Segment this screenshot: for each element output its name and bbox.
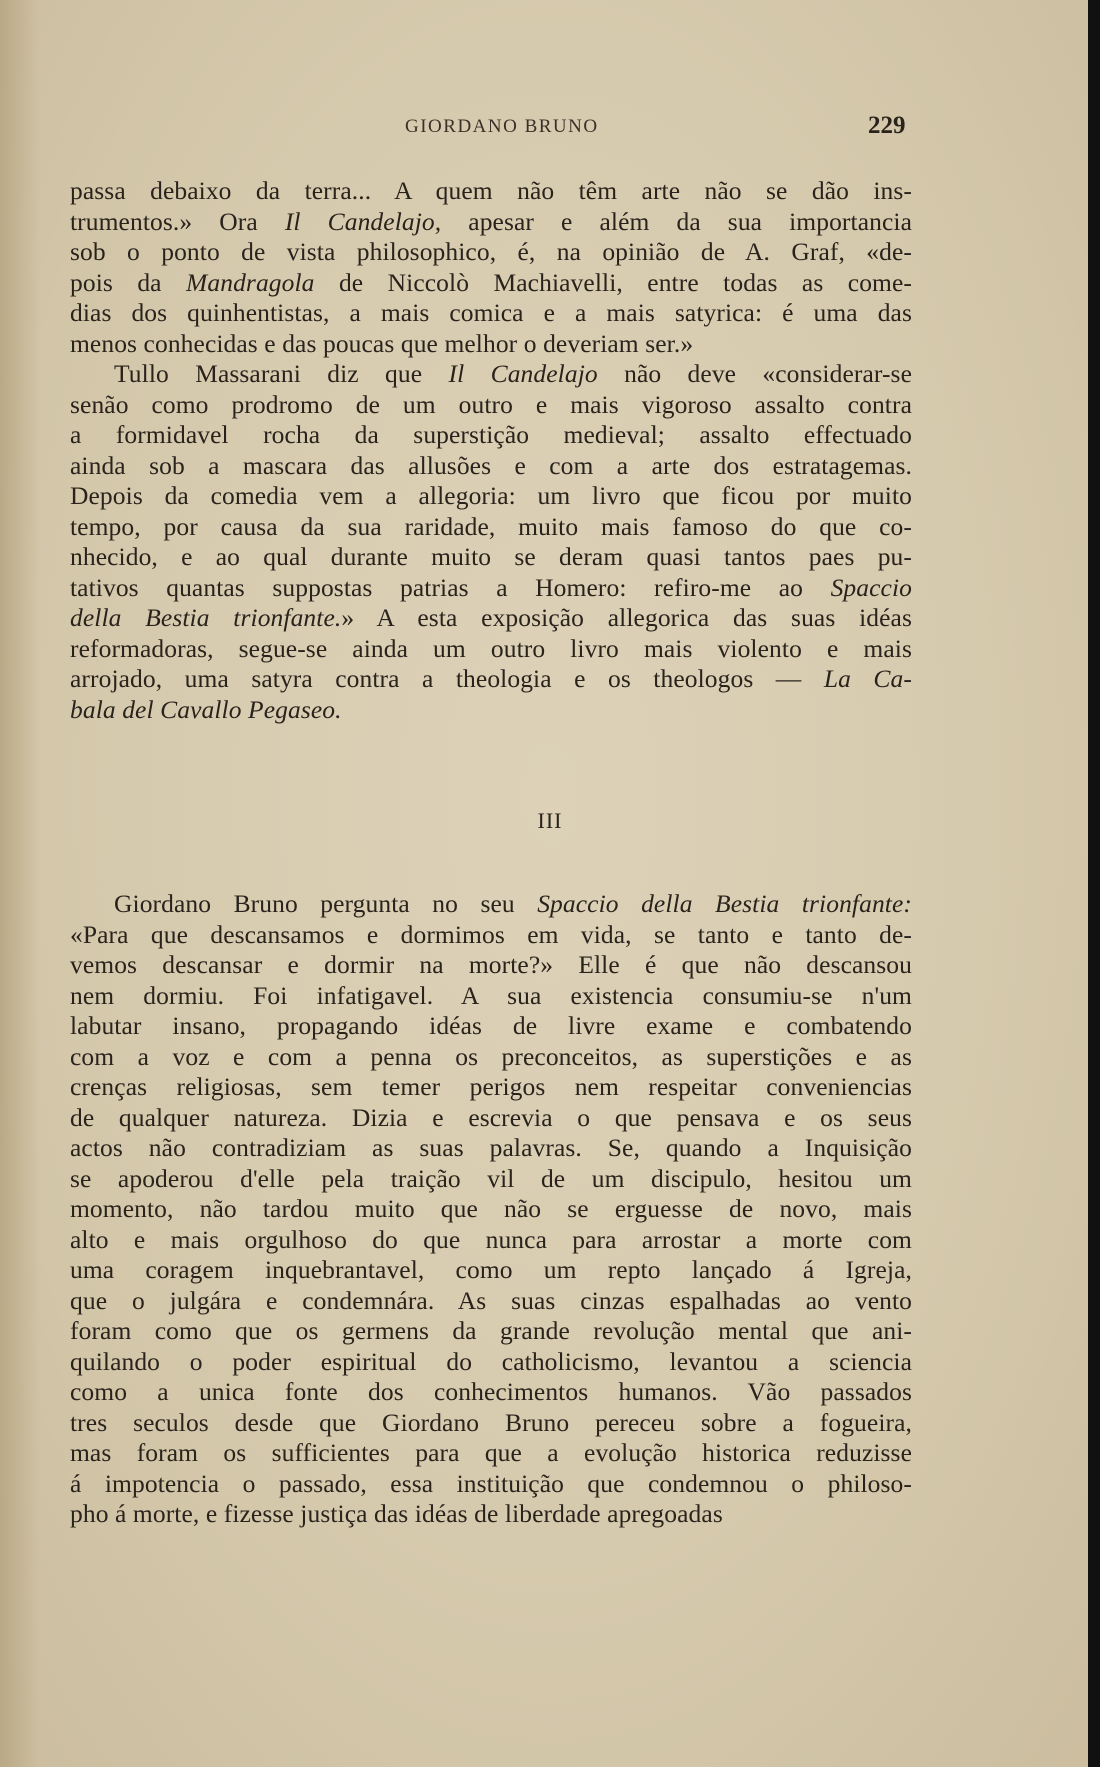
text-line — [70, 1103, 912, 1134]
text-line — [70, 1042, 912, 1073]
text-line — [70, 1347, 912, 1378]
italic-text: La Ca- — [823, 664, 912, 693]
text-line — [70, 329, 912, 360]
text-line — [70, 1438, 912, 1469]
text-run: que o julgára e condemnára. As suas cinzas espalhadas ao vento — [70, 1285, 912, 1315]
text-run: tres seculos desde que Giordano Bruno pereceu sobre a fogueira, — [70, 1407, 912, 1437]
text-run: senão como prodromo de um outro e mais vigoroso assalto contra — [70, 389, 912, 419]
text-block-top — [70, 176, 912, 725]
page-edge — [1088, 0, 1100, 1767]
text-run: actos não contradiziam as suas palavras. Se, quando a Inquisição — [70, 1133, 912, 1162]
italic-text: della Bestia trionfante. — [70, 603, 342, 632]
text-run: sob o ponto de vista philosophico, é, na opinião de A. Graf, «de- — [70, 237, 912, 266]
text-line — [70, 664, 912, 695]
text-line — [70, 237, 912, 268]
text-line — [70, 268, 912, 299]
italic-text: Il Candelajo — [448, 359, 598, 388]
text-line — [70, 176, 912, 207]
text-run: quilando o poder espiritual do catholicismo, levantou a sciencia — [70, 1346, 912, 1376]
text-run: mas foram os sufficientes para que a evolução historica reduzisse — [70, 1438, 912, 1467]
text-line — [70, 573, 912, 604]
text-run: reformadoras, segue-se ainda um outro livro mais violento e mais — [70, 633, 912, 663]
text-run: se apoderou d'elle pela traição vil de um discipulo, hesitou um — [70, 1163, 912, 1193]
section-heading: III — [537, 808, 563, 833]
text-line — [70, 1377, 912, 1408]
text-line — [70, 1164, 912, 1195]
text-run: de qualquer natureza. Dizia e escrevia o que pensava e os seus — [70, 1102, 912, 1132]
text-run: passa debaixo da terra... A quem não têm arte não se dão ins- — [70, 176, 912, 205]
paragraph-2 — [70, 359, 912, 725]
text-line — [70, 390, 912, 421]
text-line — [70, 1194, 912, 1225]
text-line — [70, 1255, 912, 1286]
text-run: «Para que descansamos e dormimos em vida, se tanto e tanto de- — [70, 919, 912, 949]
text-run: ainda sob a mascara das allusões e com a arte dos estratagemas. — [70, 450, 912, 480]
text-line — [70, 1225, 912, 1256]
text-run: Giordano Bruno pergunta no seu — [114, 889, 538, 918]
italic-text: Spaccio della Bestia trionfante: — [537, 889, 912, 918]
text-run: dias dos quinhentistas, a mais comica e a mais satyrica: é uma das — [70, 298, 912, 327]
text-run: de Niccolò Machiavelli, entre todas as come- — [314, 267, 912, 297]
text-run: menos conhecidas e das poucas que melhor o deveriam ser.» — [70, 328, 694, 358]
text-run: » A esta exposição allegorica das suas idéas — [341, 603, 912, 632]
text-run: nhecido, e ao qual durante muito se deram quasi tantos paes pu- — [70, 542, 912, 571]
text-line — [70, 1499, 912, 1530]
running-head: GIORDANO BRUNO — [405, 116, 599, 137]
text-run: pho á morte, e fizesse justiça das idéas de liberdade apregoadas — [70, 1499, 723, 1528]
text-line — [70, 1286, 912, 1317]
text-line — [70, 603, 912, 634]
spine-shadow — [0, 0, 40, 1767]
text-line — [70, 359, 912, 390]
text-run: como a unica fonte dos conhecimentos humanos. Vão passados — [70, 1377, 912, 1406]
text-run: trumentos.» Ora — [70, 206, 285, 236]
page-header — [0, 112, 1100, 146]
text-line — [70, 950, 912, 981]
text-run: Tullo Massarani diz que — [114, 359, 449, 388]
text-run: tativos quantas suppostas patrias a Homero: refiro-me ao — [70, 572, 831, 602]
text-run: vemos descansar e dormir na morte?» Elle é que não descansou — [70, 950, 912, 979]
text-run: alto e mais orgulhoso do que nunca para arrostar a morte com — [70, 1224, 912, 1254]
italic-text: Spaccio — [830, 572, 912, 602]
text-line — [70, 1011, 912, 1042]
text-run: apesar e além da sua importancia — [441, 206, 913, 236]
text-line — [70, 298, 912, 329]
text-line — [70, 634, 912, 665]
text-line — [70, 695, 912, 726]
paragraph-3 — [70, 889, 912, 1530]
text-run: tempo, por causa da sua raridade, muito mais famoso do que co- — [70, 511, 912, 541]
text-line — [70, 1408, 912, 1439]
text-run: a formidavel rocha da superstição medieval; assalto effectuado — [70, 420, 912, 449]
text-block-bottom — [70, 889, 912, 1530]
text-line — [70, 420, 912, 451]
text-line — [70, 1072, 912, 1103]
text-line — [70, 481, 912, 512]
text-run: arrojado, uma satyra contra a theologia e os theologos — — [70, 664, 824, 693]
text-line — [70, 1133, 912, 1164]
text-line — [70, 512, 912, 543]
italic-text: bala del Cavallo Pegaseo. — [70, 694, 342, 724]
text-line — [70, 981, 912, 1012]
text-run: nem dormiu. Foi infatigavel. A sua existencia consumiu-se n'um — [70, 980, 912, 1010]
text-line — [70, 1469, 912, 1500]
text-line — [70, 207, 912, 238]
text-line — [70, 542, 912, 573]
text-line — [70, 889, 912, 920]
italic-text: Il Candelajo, — [284, 206, 442, 236]
italic-text: Mandragola — [186, 267, 315, 297]
text-run: labutar insano, propagando idéas de livre exame e combatendo — [70, 1011, 912, 1040]
text-run: pois da — [70, 267, 187, 297]
text-run: com a voz e com a penna os preconceitos, as superstições e as — [70, 1041, 912, 1071]
text-run: não deve «considerar-se — [597, 359, 912, 388]
text-line — [70, 451, 912, 482]
paragraph-1 — [70, 176, 912, 359]
page-number: 229 — [868, 112, 906, 139]
text-run: uma coragem inquebrantavel, como um repto lançado á Igreja, — [70, 1255, 912, 1284]
text-run: foram como que os germens da grande revolução mental que ani- — [70, 1316, 912, 1345]
text-line — [70, 920, 912, 951]
text-run: á impotencia o passado, essa instituição que condemnou o philoso- — [70, 1468, 912, 1498]
text-line — [70, 1316, 912, 1347]
text-run: momento, não tardou muito que não se erguesse de novo, mais — [70, 1194, 912, 1223]
text-run: Depois da comedia vem a allegoria: um livro que ficou por muito — [70, 481, 912, 510]
text-run: crenças religiosas, sem temer perigos nem respeitar conveniencias — [70, 1072, 912, 1101]
